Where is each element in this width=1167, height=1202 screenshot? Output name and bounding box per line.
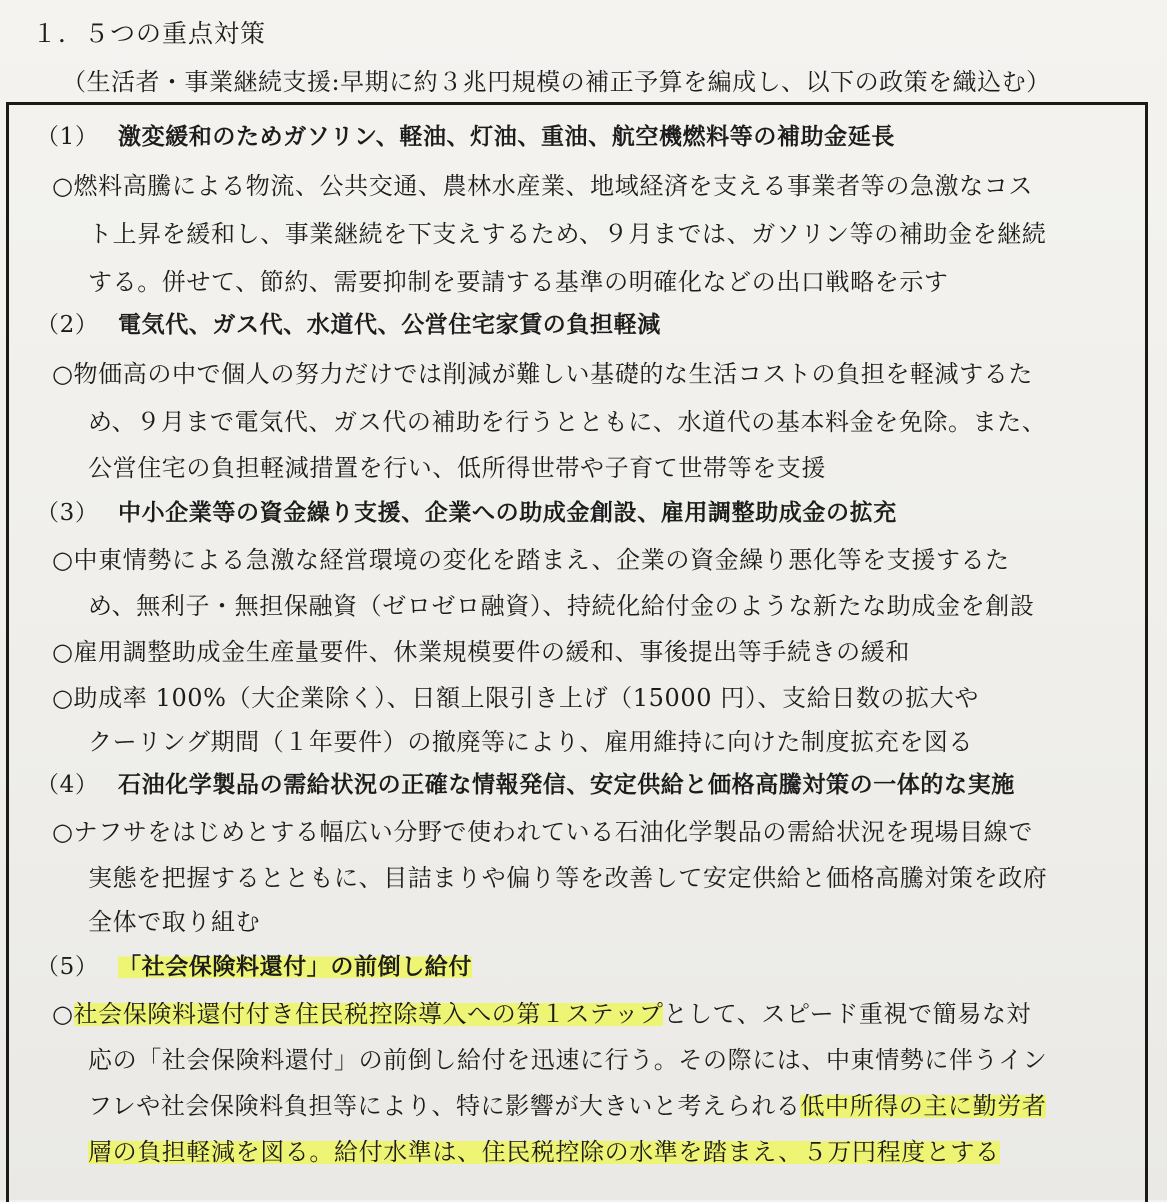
section-2-title [36,306,661,339]
highlighted-phrase-low-middle-income: 低中所得の主に勤労者 [800,1092,1047,1120]
highlighted-phrase-first-step: 社会保険料還付付き住民税控除導入への第１ステップ [73,1000,664,1028]
highlighted-phrase-burden-reduction: 層の負担軽減を図る。給付水準は、住民税控除の水準を踏まえ、５万円程度とする [88,1138,1000,1166]
section-1-title [36,118,895,151]
section-4-title [36,766,1015,799]
section-1-line-3: する。併せて、節約、需要抑制を要請する基準の明確化などの出口戦略を示す [88,268,949,296]
page-subheading: （生活者・事業継続支援:早期に約３兆円規模の補正予算を編成し、以下の政策を織込む） [62,68,1051,96]
section-2-line-2: め、９月まで電気代、ガス代の補助を行うとともに、水道代の基本料金を免除。また、 [88,408,1047,436]
section-3-line-1: ○中東情勢による急激な経営環境の変化を踏まえ、企業の資金繰り悪化等を支援するた [52,546,1010,574]
section-1-number: （1） [36,124,99,150]
section-3-title-text: 中小企業等の資金繰り支援、企業への助成金創設、雇用調整助成金の拡充 [118,500,897,526]
section-3-line-5: クーリング期間（１年要件）の撤廃等により、雇用維持に向けた制度拡充を図る [88,728,974,756]
section-5-number: （5） [36,954,99,980]
section-5-line-2: 応の「社会保険料還付」の前倒し給付を迅速に行う。その際には、中東情勢に伴うイン [88,1046,1048,1074]
section-5-line-4 [88,1132,1000,1167]
section-2-title-text: 電気代、ガス代、水道代、公営住宅家賃の負担軽減 [118,312,661,338]
section-5-title-text: 「社会保険料還付」の前倒し給付 [118,954,472,980]
section-5-title [36,948,472,981]
section-3-line-2: め、無利子・無担保融資（ゼロゼロ融資）、持続化給付金のような新たな助成金を創設 [88,592,1035,620]
section-4-title-text: 石油化学製品の需給状況の正確な情報発信、安定供給と価格高騰対策の一体的な実施 [118,772,1015,798]
section-5-line-1-rest: として、スピード重視で簡易な対 [663,1000,1032,1028]
section-3-title [36,494,897,527]
section-1-line-1: ○燃料高騰による物流、公共交通、農林水産業、地域経済を支える事業者等の急激なコス [52,172,1033,200]
section-4-line-2: 実態を把握するとともに、目詰まりや偏り等を改善して安定供給と価格高騰対策を政府 [88,864,1048,892]
section-3-line-3: ○雇用調整助成金生産量要件、休業規模要件の緩和、事後提出等手続きの緩和 [52,638,910,666]
page-heading: １．５つの重点対策 [32,19,267,48]
section-4-line-1: ○ナフサをはじめとする幅広い分野で使われている石油化学製品の需給状況を現場目線で [52,818,1033,846]
section-2-line-3: 公営住宅の負担軽減措置を行い、低所得世帯や子育て世帯等を支援 [88,454,826,482]
section-5-line-1 [52,994,1031,1029]
section-1-line-2: ト上昇を緩和し、事業継続を下支えするため、９月までは、ガソリン等の補助金を継続 [88,220,1047,248]
bullet-mark: ○ [52,1000,74,1028]
section-3-line-4: ○助成率 100%（大企業除く）、日額上限引き上げ（15000 円）、支給日数の拡大や [52,684,979,712]
section-2-line-1: ○物価高の中で個人の努力だけでは削減が難しい基礎的な生活コストの負担を軽減するた [52,360,1033,388]
section-1-title-text: 激変緩和のためガソリン、軽油、灯油、重油、航空機燃料等の補助金延長 [118,124,895,150]
section-4-number: （4） [36,772,99,798]
section-5-line-3-start: フレや社会保険料負担等により、特に影響が大きいと考えられる [88,1092,801,1120]
section-5-line-3 [88,1086,1046,1121]
section-3-number: （3） [36,500,99,526]
section-2-number: （2） [36,312,99,338]
section-4-line-3: 全体で取り組む [88,908,261,936]
